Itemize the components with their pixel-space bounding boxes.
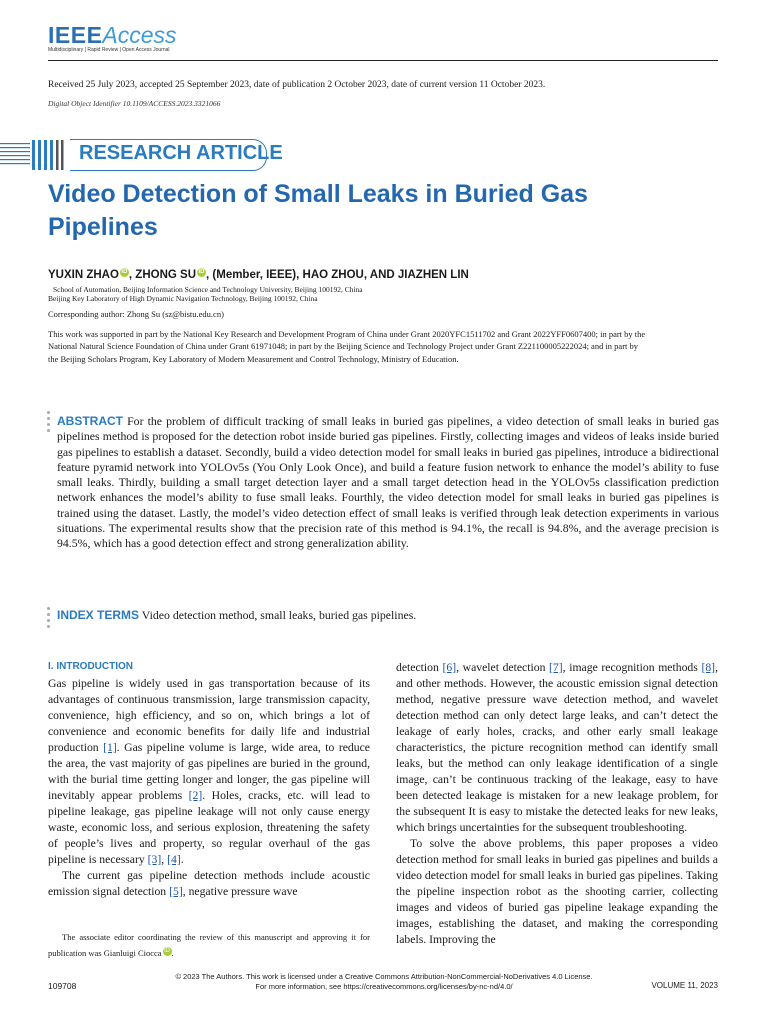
paragraph-text: , xyxy=(161,853,168,866)
affiliation: School of Automation, Beijing Information Science and Technology University, Beijing 100192, China xyxy=(53,285,363,294)
author-list xyxy=(48,268,469,281)
orcid-icon[interactable]: iD xyxy=(121,269,128,275)
paragraph-text: . Gas pipeline volume is large, wide area, to reduce the area, the vast majority of gas pipelines are buried in the ground, with the burial time getting longer and longer, the gas pipeline will inevitably appear problems xyxy=(48,741,370,802)
abstract-label: ABSTRACT xyxy=(57,414,123,428)
license-link[interactable]: For more information, see https://creativecommons.org/licenses/by-nc-nd/4.0/ xyxy=(255,982,513,991)
logo-access-text: Access xyxy=(102,22,177,48)
citation-link[interactable]: [7] xyxy=(549,661,563,674)
index-terms-text: Video detection method, small leaks, buried gas pipelines. xyxy=(141,608,417,622)
citation-link[interactable]: [1] xyxy=(103,741,117,754)
doi-line: Digital Object Identifier 10.1109/ACCESS.2023.3321066 xyxy=(48,99,221,108)
journal-tagline: Multidisciplinary | Rapid Review | Open Access Journal xyxy=(48,47,170,53)
paragraph-text: The current gas pipeline detection methods include acoustic emission signal detection xyxy=(48,869,370,898)
paragraph-text: , wavelet detection xyxy=(456,661,550,674)
citation-link[interactable]: [4] xyxy=(167,853,181,866)
author-name: , (Member, IEEE), HAO ZHOU, AND JIAZHEN LIN xyxy=(206,268,469,281)
header-divider xyxy=(48,60,718,61)
footnote-text: The associate editor coordinating the review of this manuscript and approving it for publication was Gianluigi Ciocca xyxy=(48,932,370,958)
index-terms-label: INDEX TERMS xyxy=(57,608,140,622)
article-title: Video Detection of Small Leaks in Buried Gas Pipelines xyxy=(48,180,588,241)
affiliation: Beijing Key Laboratory of High Dynamic Navigation Technology, Beijing 100192, China xyxy=(48,294,318,303)
volume-label: VOLUME 11, 2023 xyxy=(651,981,718,990)
banner-stripes-icon xyxy=(0,140,66,170)
paragraph xyxy=(48,868,370,900)
logo-ieee-text: IEEE xyxy=(48,22,103,48)
article-type-label: RESEARCH ARTICLE xyxy=(79,142,283,164)
paragraph-text: , image recognition methods xyxy=(562,661,702,674)
citation-link[interactable]: [5] xyxy=(169,885,183,898)
left-column xyxy=(48,676,370,900)
publication-dates: Received 25 July 2023, accepted 25 September 2023, date of publication 2 October 2023, date of current version 11 October 2023. xyxy=(48,80,546,90)
paragraph xyxy=(396,660,718,836)
paragraph-text: Gas pipeline is widely used in gas transportation because of its advantages of continuous transmission, large transmission capacity, convenience, high efficiency, and so on, which brings a lot of convenience and economic benefits for daily life and industrial production xyxy=(48,677,370,754)
citation-link[interactable]: [2] xyxy=(188,789,203,802)
page-number: 109708 xyxy=(48,981,77,991)
abstract-dots-icon xyxy=(47,411,51,435)
journal-logo xyxy=(48,22,177,49)
editor-footnote xyxy=(48,929,370,961)
funding-statement: This work was supported in part by the National Key Research and Development Program of China under Grant 2020YFC1511702 and Grant 2022YFF0607400; in part by the National Natural Science Foundation of China under Grant 61971048; in part by the Beijing Science and Technology Project under Grant Z221100005222024; and in part by the Beijing Scholars Program, Key Laboratory of Modern Measurement and Control Technology, Ministry of Education. xyxy=(48,329,646,364)
citation-link[interactable]: [6] xyxy=(442,661,457,674)
corresponding-author: Corresponding author: Zhong Su (sz@bistu.edu.cn) xyxy=(48,309,224,319)
paragraph-text: , and other methods. However, the acoustic emission signal detection method, negative pressure wave detection method, and wavelet detection method can only detect large leaks, and can’t detect the leakage of early holes, cracks, and other early small leakage characteristics, the picture recognition method can identify small leaks, but the method can only leakage identification of a single image, can’t be continuous tracking of the leakage, easy to have been detected leakage is mistaken for a new leakage problem, for the subsequent It is easy to mistake the detected leaks for new leaks, which brings uncertainties for the subsequent troubleshooting. xyxy=(396,661,718,834)
index-terms xyxy=(57,608,416,623)
orcid-icon[interactable]: iD xyxy=(198,269,205,275)
author-name: YUXIN ZHAO xyxy=(48,268,119,281)
right-column xyxy=(396,660,718,948)
abstract-text: For the problem of difficult tracking of small leaks in buried gas pipelines, a video detection of small leaks in buried gas pipelines method is proposed for the detection robot inside buried gas pipelines. Firstly, collecting images and videos of leaks inside buried gas pipelines to establish a dataset. Secondly, build a video detection model for small leaks in buried gas pipelines, introduce a bidirectional feature pyramid network into YOLOv5s (You Only Look Once), and build a feature fusion network to enhance the model’s ability to fuse small leaks. Thirdly, building a small target detection layer and a small target detection head in the YOLOv5s classification prediction network enhances the model’s ability to fuse small leaks. Fourthly, the video detection model for small leaks in buried gas pipelines is trained using the dataset. Lastly, the model’s video detection effect of small leaks is verified through leak detection experiments in various situations. The experimental results show that the precision rate of this method is 94.1%, the recall is 94.8%, and the average precision is 94.5%, which has a good detection effect and strong generalization ability. xyxy=(57,414,720,551)
paragraph xyxy=(48,676,370,868)
citation-link[interactable]: [3] xyxy=(147,853,162,866)
paragraph-text: . xyxy=(180,853,184,866)
orcid-icon[interactable]: iD xyxy=(164,948,170,955)
index-terms-dots-icon xyxy=(47,607,51,631)
license-line: © 2023 The Authors. This work is licensed under a Creative Commons Attribution-NonCommercial-NoDerivatives 4.0 License. xyxy=(175,972,593,981)
section-heading: I. INTRODUCTION xyxy=(48,661,133,672)
abstract xyxy=(57,414,719,552)
citation-link[interactable]: [8] xyxy=(701,661,716,674)
footnote-end: . xyxy=(171,948,174,958)
author-name: , ZHONG SU xyxy=(128,268,197,281)
paragraph-text: , negative pressure wave xyxy=(182,885,298,898)
paragraph-text: . Holes, cracks, etc. will lead to pipeline leakage, gas pipeline leakage will not only cause energy waste, economic loss, and serious explosion, threatening the safety of people’s lives and property, so regular overhaul of the gas pipeline is necessary xyxy=(48,789,370,866)
paragraph: To solve the above problems, this paper proposes a video detection method for small leaks in buried gas pipelines and builds a video detection model for small leaks in buried gas pipelines. Taking the pipeline inspection robot as the shooting carrier, collecting images and videos of buried gas pipeline leakage expanding the images, establishing the dataset, and making the corresponding labels. Improving the xyxy=(396,837,718,946)
paragraph-text: detection xyxy=(396,661,443,674)
